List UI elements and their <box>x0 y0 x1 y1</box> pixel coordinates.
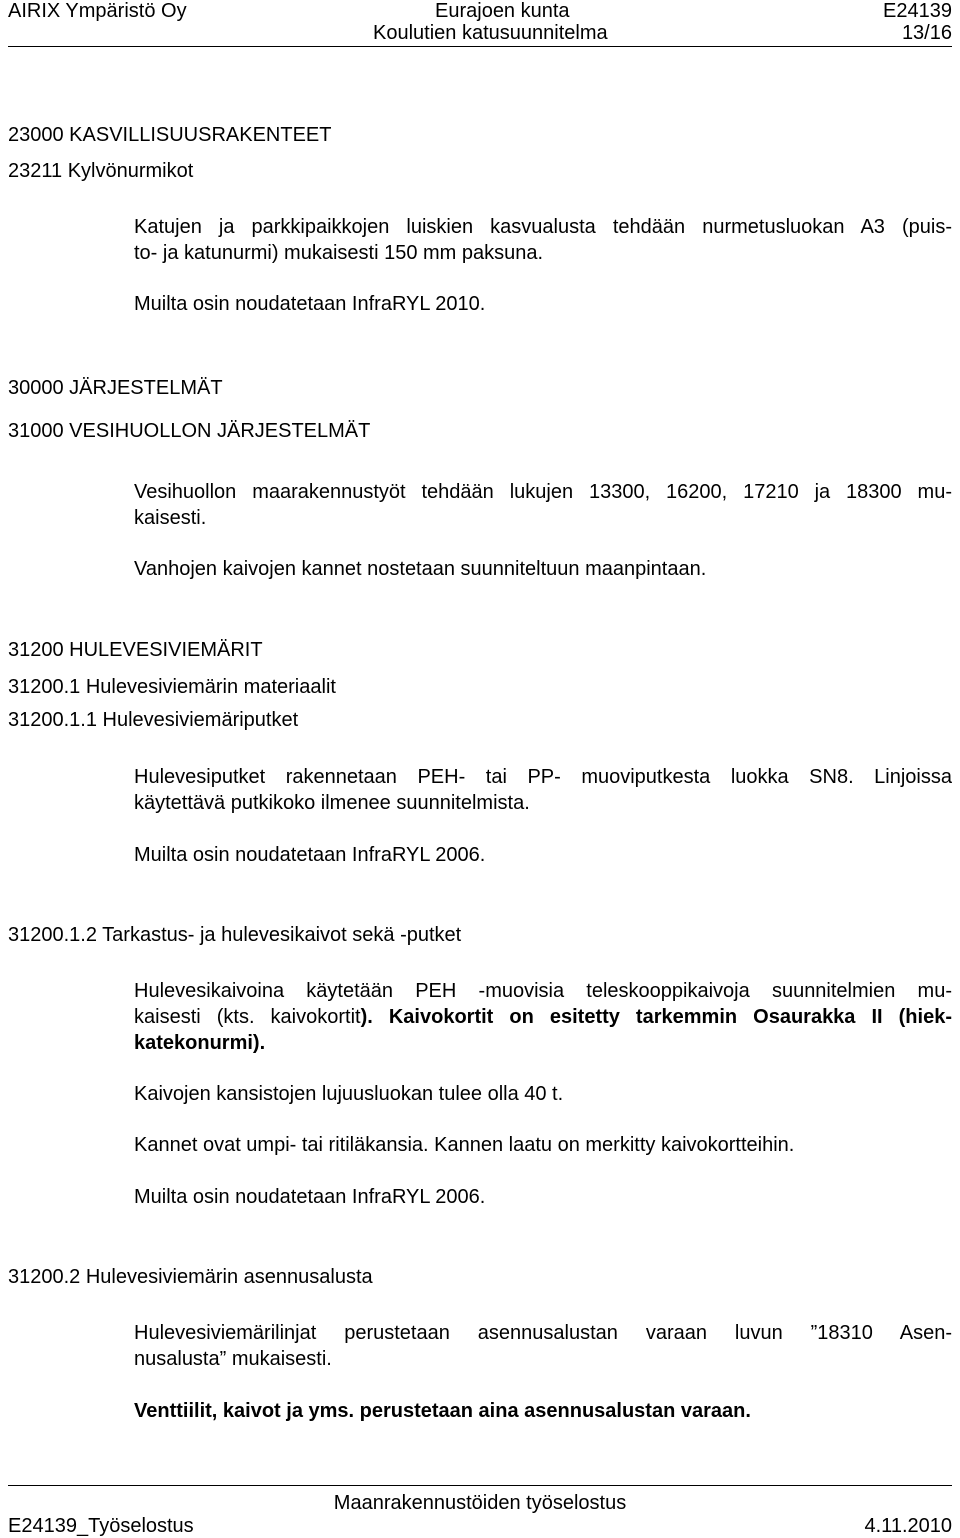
paragraph-line-bold: ). Kaivokortit on esitetty tarkemmin Osaurakka II (hiek- <box>360 1006 952 1028</box>
paragraph-31200-1-2-2: Kaivojen kansistojen lujuusluokan tulee olla 40 t. <box>134 1083 564 1105</box>
paragraph-line-bold: katekonurmi). <box>134 1032 266 1054</box>
header-client: Eurajoen kunta <box>435 0 570 22</box>
header-page-number: 13/16 <box>901 22 952 44</box>
paragraph-line: kaisesti. <box>134 507 207 529</box>
heading-31200-1: 31200.1 Hulevesiviemärin materiaalit <box>8 676 336 698</box>
paragraph-31200-1-2-4: Muilta osin noudatetaan InfraRYL 2006. <box>134 1186 486 1208</box>
header-project-code: E24139 <box>883 0 952 22</box>
footer-document-title: Maanrakennustöiden työselostus <box>333 1492 627 1514</box>
heading-31200: 31200 HULEVESIVIEMÄRIT <box>8 639 263 661</box>
paragraph-line: Hulevesiputket rakennetaan PEH- tai PP- muoviputkesta luokka SN8. Linjoissa <box>134 766 952 788</box>
paragraph-line: Hulevesiviemärilinjat perustetaan asennusalustan varaan luvun ”18310 Asen- <box>134 1322 952 1344</box>
paragraph-23211-2: Muilta osin noudatetaan InfraRYL 2010. <box>134 293 486 315</box>
paragraph-line <box>134 1004 952 1030</box>
page-footer <box>8 1485 952 1538</box>
paragraph-23211-1 <box>134 214 952 266</box>
page-header <box>8 0 952 47</box>
paragraph-31200-1-2-1 <box>134 978 952 1056</box>
footer-date: 4.11.2010 <box>864 1515 952 1537</box>
paragraph-31000-1 <box>134 479 952 531</box>
paragraph-line: käytettävä putkikoko ilmenee suunnitelmista. <box>134 792 530 814</box>
paragraph-31200-1-1-1 <box>134 764 952 816</box>
paragraph-31200-1-2-3: Kannet ovat umpi- tai ritiläkansia. Kannen laatu on merkitty kaivokortteihin. <box>134 1134 795 1156</box>
paragraph-line: nusalusta” mukaisesti. <box>134 1348 332 1370</box>
heading-23000: 23000 KASVILLISUUSRAKENTEET <box>8 124 332 146</box>
heading-31200-1-2: 31200.1.2 Tarkastus- ja hulevesikaivot sekä -putket <box>8 924 462 946</box>
heading-31200-2: 31200.2 Hulevesiviemärin asennusalusta <box>8 1266 373 1288</box>
header-company: AIRIX Ympäristö Oy <box>8 0 187 22</box>
heading-31000: 31000 VESIHUOLLON JÄRJESTELMÄT <box>8 420 371 442</box>
heading-23211: 23211 Kylvönurmikot <box>8 160 194 182</box>
paragraph-line-normal: kaisesti (kts. kaivokortit <box>134 1006 361 1028</box>
heading-31200-1-1: 31200.1.1 Hulevesiviemäriputket <box>8 709 299 731</box>
paragraph-31200-1-1-2: Muilta osin noudatetaan InfraRYL 2006. <box>134 844 486 866</box>
heading-30000: 30000 JÄRJESTELMÄT <box>8 377 223 399</box>
footer-file-name: E24139_Työselostus <box>8 1515 194 1537</box>
header-document-title: Koulutien katusuunnitelma <box>373 22 608 44</box>
paragraph-line: Katujen ja parkkipaikkojen luiskien kasvualusta tehdään nurmetusluokan A3 (puis- <box>134 216 952 238</box>
paragraph-31000-2: Vanhojen kaivojen kannet nostetaan suunniteltuun maanpintaan. <box>134 558 707 580</box>
paragraph-line: to- ja katunurmi) mukaisesti 150 mm paksuna. <box>134 242 544 264</box>
paragraph-31200-2-2: Venttiilit, kaivot ja yms. perustetaan aina asennusalustan varaan. <box>134 1400 751 1422</box>
paragraph-line: Vesihuollon maarakennustyöt tehdään lukujen 13300, 16200, 17210 ja 18300 mu- <box>134 481 952 503</box>
paragraph-line: Hulevesikaivoina käytetään PEH -muovisia teleskooppikaivoja suunnitelmien mu- <box>134 980 952 1002</box>
paragraph-31200-2-1 <box>134 1320 952 1372</box>
